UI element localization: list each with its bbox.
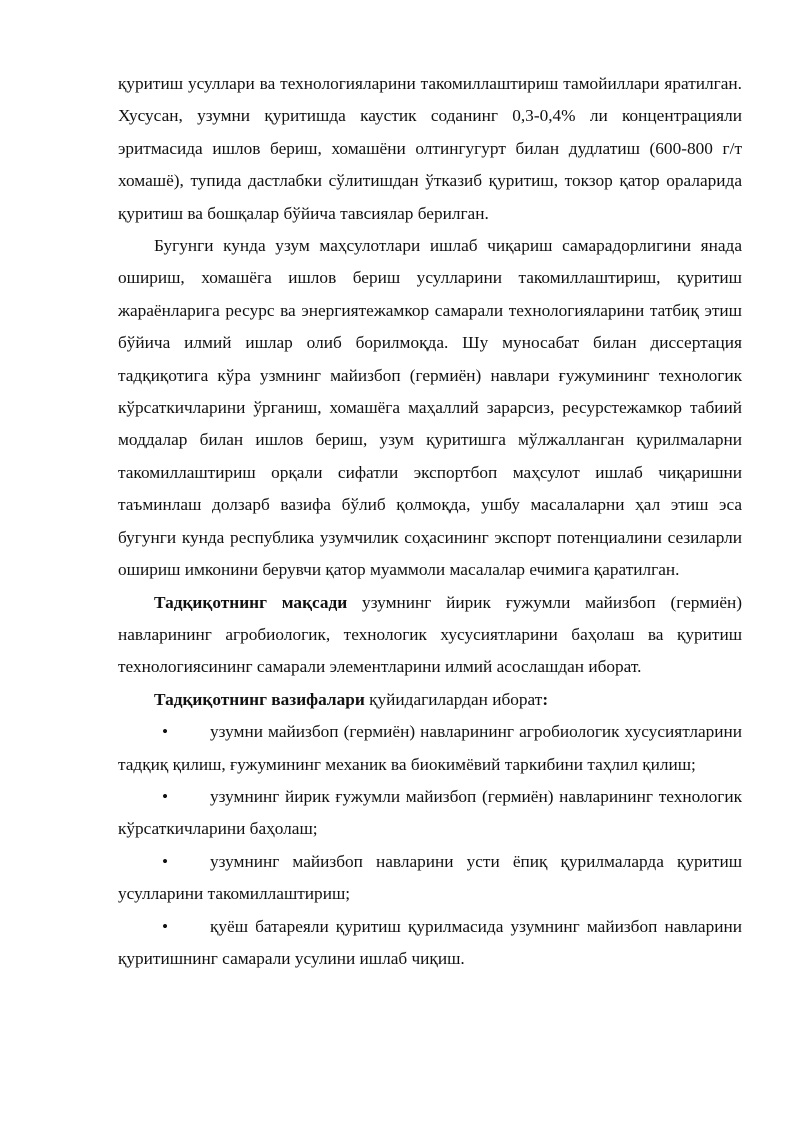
document-body (118, 68, 742, 975)
bullet-icon: • (162, 722, 169, 742)
bullet-icon: • (162, 916, 169, 936)
list-item-text: узумнинг йирик ғужумли майизбоп (гермиён) навларининг технологик кўрсаткичларини баҳолаш; (118, 786, 742, 839)
list-item (118, 781, 742, 846)
bullet-icon: • (162, 851, 169, 871)
paragraph-relevance: Бугунги кунда узум маҳсулотлари ишлаб чиқариш самарадорлигини янада ошириш, хомашёга ишлов бериш усулларини такомиллаштириш, қуритиш жараёнларига ресурс ва энергиятежамкор самарали технологияларини татбиқ этиш бўйича илмий ишлар олиб борилмоқда. Шу муносабат билан диссертация тадқиқотига кўра узмнинг майизбоп (гермиён) навлари ғужумининг технологик кўрсаткичларини ўрганиш, хомашёга маҳаллий зарарсиз, ресурстежамкор табиий моддалар билан ишлов бериш, узум қуритишга мўлжалланган қурилмаларни такомиллаштириш орқали сифатли экспортбоп маҳсулот ишлаб чиқаришни таъминлаш долзарб вазифа бўлиб қолмоқда, ушбу масалаларни ҳал этиш эса бугунги кунда республика узумчилик соҳасининг экспорт потенциалини сезиларли ошириш имконини берувчи қатор муаммоли масалалар ечимига қаратилган. (118, 236, 742, 580)
paragraph-goal (118, 587, 742, 684)
list-item-text: узумнинг майизбоп навларини усти ёпиқ қурилмаларда қуритиш усулларини такомиллаштириш; (118, 851, 742, 904)
tasks-intro-text: қуйидагилардан иборат (364, 689, 543, 709)
paragraph-continuation: қуритиш усуллари ва технологияларини такомиллаштириш тамойиллари яратилган. Хусусан, узумни қуритишда каустик соданинг 0,3-0,4% ли концентрацияли эритмасида ишлов бериш, хомашёни олтингугурт билан дудлатиш (600-800 г/т хомашё), тупида дастлабки сўлитишдан ўтказиб қуритиш, токзор қатор ораларида қуритиш ва бошқалар бўйича тавсиялар берилган. (118, 74, 742, 223)
bullet-icon: • (162, 786, 169, 806)
goal-heading: Тадқиқотнинг мақсади (154, 592, 348, 612)
list-item (118, 911, 742, 976)
tasks-colon: : (542, 689, 549, 709)
list-item (118, 846, 742, 911)
list-item (118, 716, 742, 781)
paragraph-tasks-intro (118, 684, 742, 716)
list-item-text: узумни майизбоп (гермиён) навларининг агробиологик хусусиятларини тадқиқ қилиш, ғужумининг механик ва биокимёвий таркибини таҳлил қилиш; (118, 722, 742, 774)
tasks-heading: Тадқиқотнинг вазифалари (154, 689, 365, 709)
goal-text: узумнинг йирик ғужумли майизбоп (гермиён) навларининг агробиологик, технологик хусусиятларини баҳолаш ва қуритиш технологиясининг самарали элементларини илмий асослашдан иборат. (118, 592, 743, 677)
list-item-text: қуёш батареяли қуритиш қурилмасида узумнинг майизбоп навларини қуритишнинг самарали усулини ишлаб чиқиш. (118, 916, 742, 968)
